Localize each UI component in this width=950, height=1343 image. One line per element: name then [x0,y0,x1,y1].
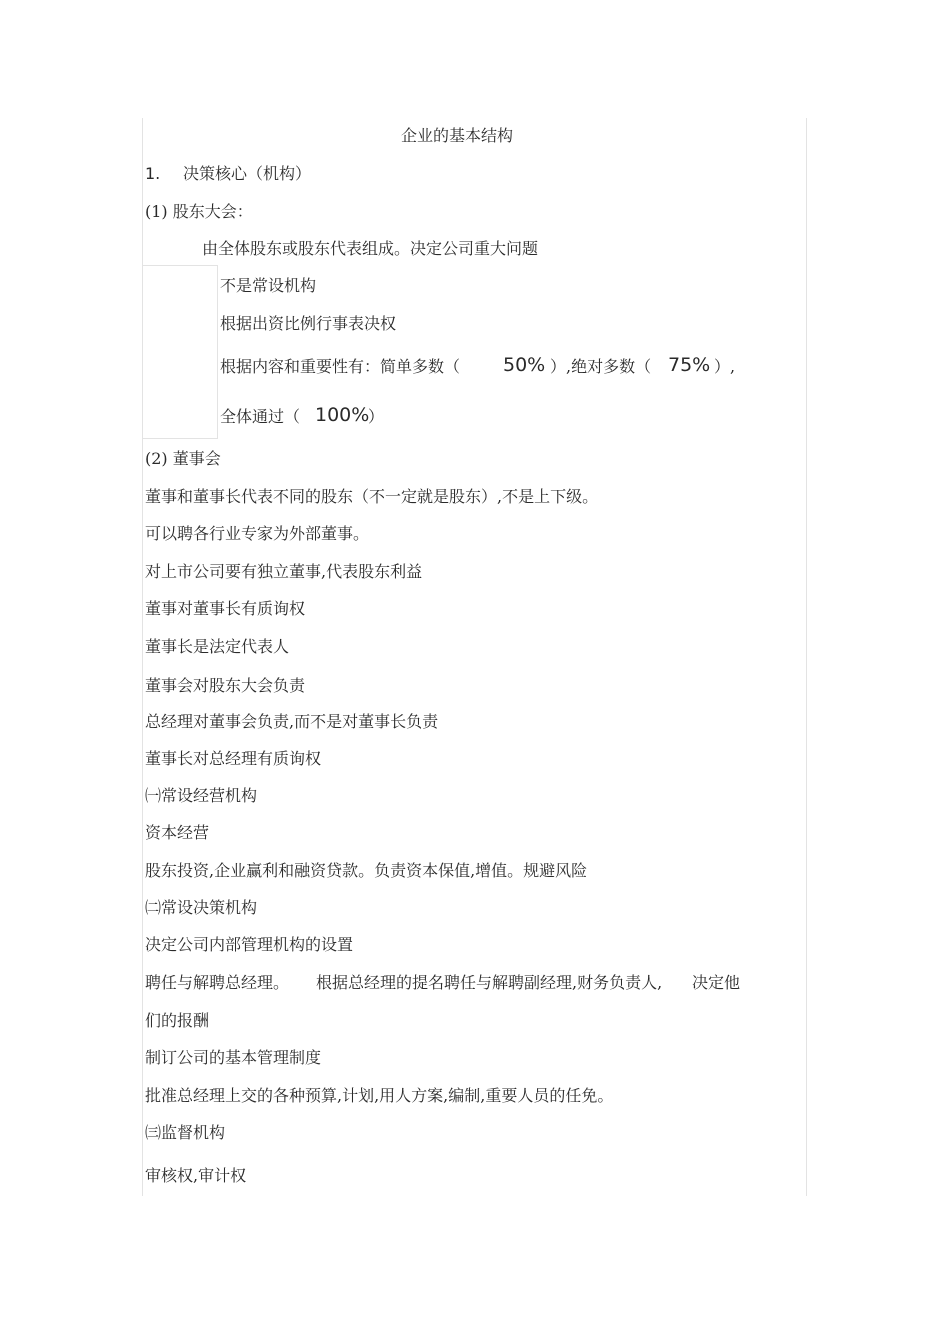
subsection-heading-shareholders: (1) 股东大会： [145,202,253,221]
heading-decision: ㈡常设决策机构 [145,898,258,917]
paragraph-line: 全体通过（ [220,407,301,426]
paragraph-line: 审核权,审计权 [145,1166,247,1185]
paragraph-line: 董事和董事长代表不同的股东（不一定就是股东）,不是上下级。 [145,487,599,506]
box-top-line [142,265,218,266]
paragraph-line: 董事长对总经理有质询权 [145,749,322,768]
paragraph-line: 资本经营 [145,823,210,842]
paragraph-line: ） [368,407,385,426]
paragraph-line: 批准总经理上交的各种预算,计划,用人方案,编制,重要人员的任免。 [145,1086,614,1105]
paragraph-line: 对上市公司要有独立董事,代表股东利益 [145,562,423,581]
heading-operations: ㈠常设经营机构 [145,786,258,805]
paragraph-line: 由全体股东或股东代表组成。决定公司重大问题 [202,239,539,258]
section-number: 1. [145,164,161,183]
subsection-heading-board: (2) 董事会 [145,449,221,468]
heading-supervision: ㈢监督机构 [145,1123,226,1142]
paragraph-line: 决定他 [692,973,741,992]
left-border-line [142,118,143,1196]
paragraph-line: ）, [714,357,736,376]
box-bottom-line [142,438,218,439]
document-title: 企业的基本结构 [401,126,514,145]
paragraph-line: 决定公司内部管理机构的设置 [145,935,354,954]
paragraph-line: 董事长是法定代表人 [145,637,290,656]
paragraph-line: 股东投资,企业赢利和融资贷款。负责资本保值,增值。规避风险 [145,861,588,880]
right-border-line [806,118,807,1196]
paragraph-line: 们的报酬 [145,1011,210,1030]
paragraph-line: 根据总经理的提名聘任与解聘副经理,财务负责人, [316,973,663,992]
paragraph-line: 总经理对董事会负责,而不是对董事长负责 [145,712,439,731]
percent-value: 75% [668,354,711,376]
paragraph-line: 董事对董事长有质询权 [145,599,306,618]
percent-value: 50% [503,354,546,376]
percent-value: 100% [315,404,370,426]
paragraph-line: 不是常设机构 [220,276,317,295]
paragraph-line: 制订公司的基本管理制度 [145,1048,322,1067]
box-right-line [217,265,218,439]
paragraph-line: 根据出资比例行事表决权 [220,314,397,333]
paragraph-line: 可以聘各行业专家为外部董事。 [145,524,370,543]
paragraph-line: 根据内容和重要性有：简单多数（ [220,357,461,376]
paragraph-line: 董事会对股东大会负责 [145,676,306,695]
section-heading: 决策核心（机构） [183,164,312,183]
paragraph-line: ）,绝对多数（ [550,357,652,376]
paragraph-line: 聘任与解聘总经理。 [145,973,290,992]
